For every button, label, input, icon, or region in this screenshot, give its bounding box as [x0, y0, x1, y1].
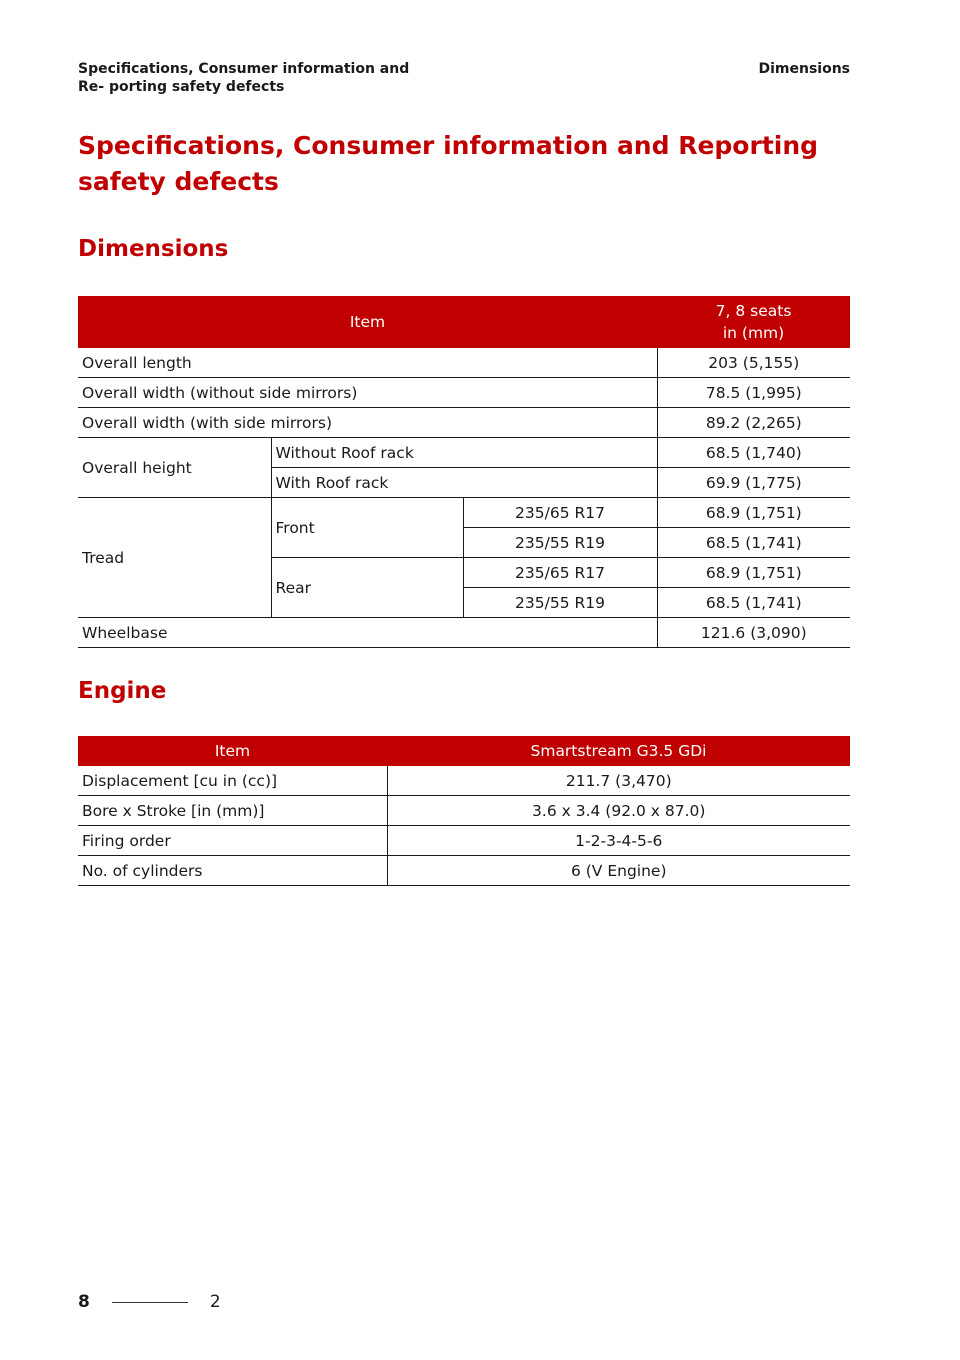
footer-rule: [112, 1302, 188, 1303]
row-label: With Roof rack: [271, 468, 657, 498]
column-header-item: Item: [78, 736, 387, 766]
row-value: 6 (V Engine): [387, 856, 850, 886]
chapter-number: 8: [78, 1292, 90, 1312]
row-label: No. of cylinders: [78, 856, 387, 886]
row-group-label: Overall height: [78, 438, 271, 498]
dimensions-table-header: [78, 296, 850, 348]
row-value: 68.5 (1,741): [657, 528, 850, 558]
row-label: Overall length: [78, 348, 657, 378]
row-label: Displacement [cu in (cc)]: [78, 766, 387, 796]
row-value: 68.9 (1,751): [657, 498, 850, 528]
running-header: [78, 60, 850, 96]
table-row: [78, 498, 850, 528]
table-row: [78, 348, 850, 378]
column-header-engine: Smartstream G3.5 GDi: [387, 736, 850, 766]
table-row: [78, 826, 850, 856]
table-row: [78, 438, 850, 468]
engine-heading: Engine: [78, 678, 167, 704]
running-header-section: Dimensions: [758, 61, 850, 77]
table-row: [78, 766, 850, 796]
row-label: Firing order: [78, 826, 387, 856]
dimensions-heading: Dimensions: [78, 236, 229, 262]
table-row: [78, 618, 850, 648]
row-value: 68.5 (1,740): [657, 438, 850, 468]
tire-size: 235/65 R17: [463, 558, 657, 588]
row-value: 3.6 x 3.4 (92.0 x 87.0): [387, 796, 850, 826]
table-row: [78, 378, 850, 408]
table-row: [78, 796, 850, 826]
row-value: 68.9 (1,751): [657, 558, 850, 588]
row-group-label: Tread: [78, 498, 271, 618]
row-value: 78.5 (1,995): [657, 378, 850, 408]
row-subgroup-label: Rear: [271, 558, 463, 618]
row-value: 68.5 (1,741): [657, 588, 850, 618]
row-value: 89.2 (2,265): [657, 408, 850, 438]
column-header-seats-unit: in (mm): [722, 324, 785, 342]
page-title: Specifications, Consumer information and Reporting safety defects: [78, 131, 819, 196]
row-value: 1-2-3-4-5-6: [387, 826, 850, 856]
row-value: 121.6 (3,090): [657, 618, 850, 648]
tire-size: 235/65 R17: [463, 498, 657, 528]
row-value: 203 (5,155): [657, 348, 850, 378]
running-header-chapter: Specifications, Consumer information and Re- porting safety defects: [78, 61, 410, 95]
dimensions-table: [78, 296, 850, 648]
row-label: Overall width (with side mirrors): [78, 408, 657, 438]
row-label: Wheelbase: [78, 618, 657, 648]
table-row: [78, 408, 850, 438]
row-label: Without Roof rack: [271, 438, 657, 468]
column-header-seats: [657, 296, 850, 348]
column-header-seats-line1: 7, 8 seats: [715, 302, 792, 320]
row-value: 69.9 (1,775): [657, 468, 850, 498]
page-footer: [78, 1290, 221, 1314]
row-value: 211.7 (3,470): [387, 766, 850, 796]
engine-table: [78, 736, 850, 886]
engine-table-header: [78, 736, 850, 766]
tire-size: 235/55 R19: [463, 588, 657, 618]
row-label: Overall width (without side mirrors): [78, 378, 657, 408]
column-header-item: Item: [78, 296, 657, 348]
table-row: [78, 856, 850, 886]
row-subgroup-label: Front: [271, 498, 463, 558]
page-number: 2: [209, 1292, 221, 1312]
tire-size: 235/55 R19: [463, 528, 657, 558]
row-label: Bore x Stroke [in (mm)]: [78, 796, 387, 826]
